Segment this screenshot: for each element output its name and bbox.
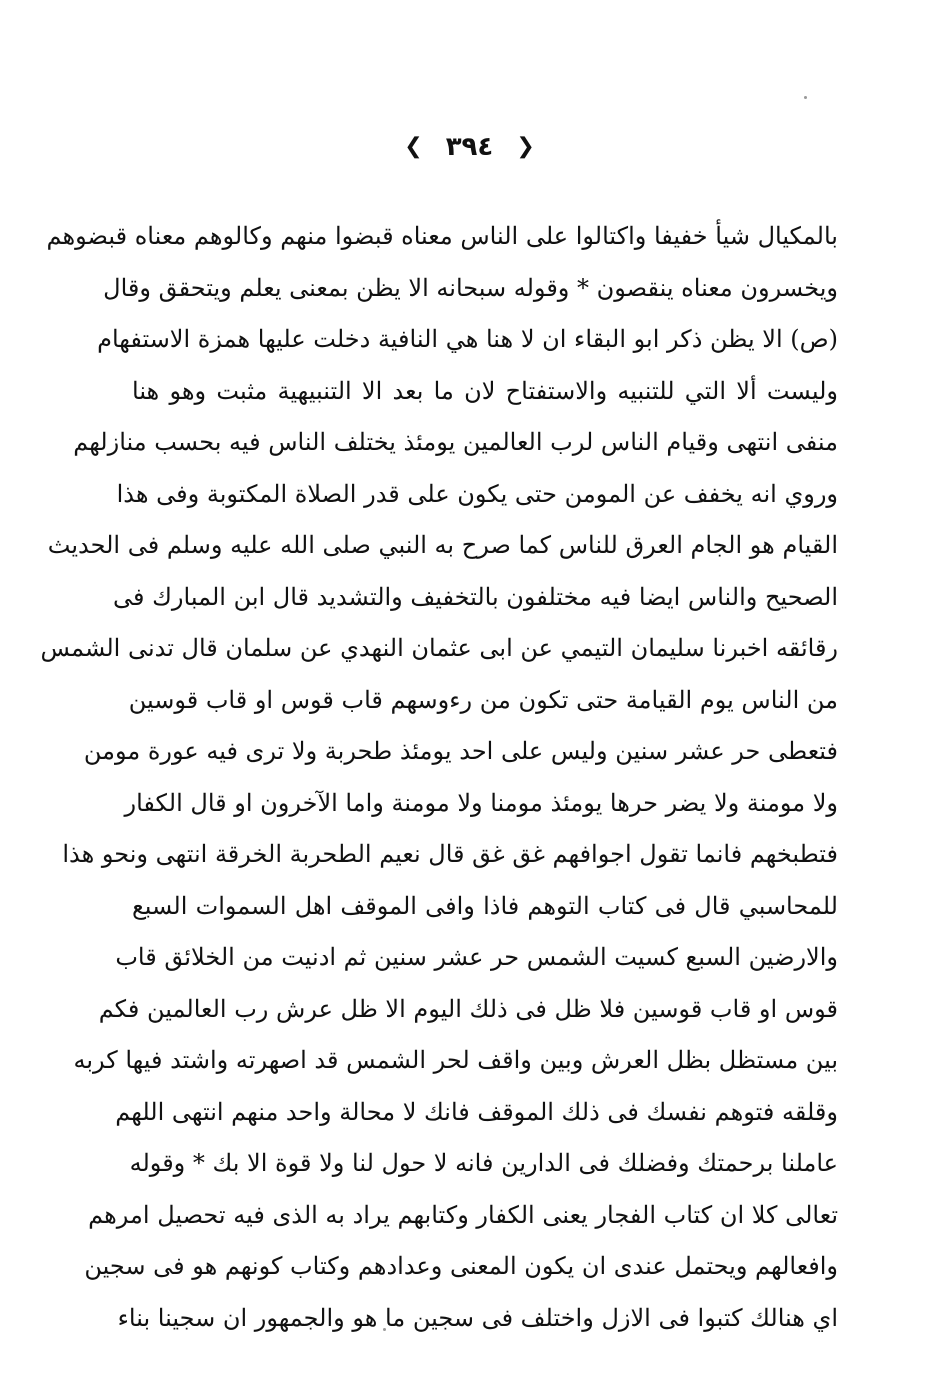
- text-line: بين مستظل بظل العرش وبين واقف لحر الشمس قد اصهرته واشتد فيها كربه: [73, 1046, 838, 1074]
- text-line: قوس او قاب قوسين فلا ظل فى ذلك اليوم الا ظل عرش رب العالمين فكم: [98, 994, 838, 1023]
- text-line: من الناس يوم القيامة حتى تكون من رءوسهم قاب قوس او قاب قوسين: [128, 685, 838, 714]
- text-line: فتعطى حر عشر سنين وليس على احد يومئذ طحربة ولا ترى فيه عورة مومن: [83, 737, 838, 765]
- text-line: وروي انه يخفف عن المومن حتى يكون على قدر الصلاة المكتوبة وفى هذا: [116, 479, 838, 508]
- text-line: والارضين السبع كسيت الشمس حر عشر سنين ثم ادنيت من الخلائق قاب: [115, 943, 838, 971]
- text-line: ولا مومنة ولا يضر حرها يومئذ مومنا ولا مومنة واما الآخرون او قال الكفار: [124, 788, 838, 817]
- text-line: وقلقه فتوهم نفسك فى ذلك الموقف فانك لا محالة واحد منهم انتهى اللهم: [115, 1097, 838, 1126]
- body-text: [40, 211, 838, 1344]
- text-line: القيام هو الجام العرق للناس كما صرح به النبي صلى الله عليه وسلم فى الحديث: [47, 531, 838, 559]
- left-ornament-icon: ❮: [404, 133, 423, 159]
- text-line: اي هنالك كتبوا فى الازل واختلف فى سجين ما هو والجمهور ان سجينا بناء: [117, 1303, 838, 1332]
- text-line: (ص) الا يظن ذكر ابو البقاء ان لا هنا هي النافية دخلت عليها همزة الاستفهام: [97, 325, 838, 353]
- text-line: تعالى كلا ان كتاب الفجار يعنى الكفار وكتابهم يراد به الذى فيه تحصيل امرهم: [88, 1200, 838, 1229]
- text-line: رقائقه اخبرنا سليمان التيمي عن ابى عثمان النهدي عن سلمان قال تدنى الشمس: [40, 634, 838, 662]
- text-line: فتطبخهم فانما تقول اجوافهم غق غق قال نعيم الطحربة الخرقة انتهى ونحو هذا: [62, 840, 838, 868]
- text-line: الصحيح والناس ايضا فيه مختلفون بالتخفيف والتشديد قال ابن المبارك فى: [113, 582, 838, 611]
- text-line: بالمكيال شيأ خفيفا واكتالوا على الناس معناه قبضوا منهم وكالوهم معناه قبضوهم: [46, 222, 838, 250]
- text-line: وليست ألا التي للتنبيه والاستفتاح لان ما بعد الا التنبيهية مثبت وهو هنا: [132, 376, 838, 405]
- right-ornament-icon: ❯: [516, 133, 535, 159]
- text-line: وافعالهم ويحتمل عندى ان يكون المعنى وعدادهم وكتاب كونهم هو فى سجين: [84, 1252, 838, 1280]
- scan-speck: [804, 96, 807, 99]
- text-line: ويخسرون معناه ينقصون * وقوله سبحانه الا يظن بمعنى يعلم ويتحقق وقال: [103, 273, 838, 302]
- text-line: للمحاسبي قال فى كتاب التوهم فاذا وافى الموقف اهل السموات السبع: [132, 891, 838, 920]
- text-line: منفى انتهى وقيام الناس لرب العالمين يومئذ يختلف الناس فيه بحسب منازلهم: [73, 428, 838, 456]
- text-line: عاملنا برحمتك وفضلك فى الدارين فانه لا حول لنا ولا قوة الا بك * وقوله: [129, 1149, 838, 1177]
- page-header: [0, 128, 939, 165]
- page-number: ٣٩٤: [445, 131, 494, 162]
